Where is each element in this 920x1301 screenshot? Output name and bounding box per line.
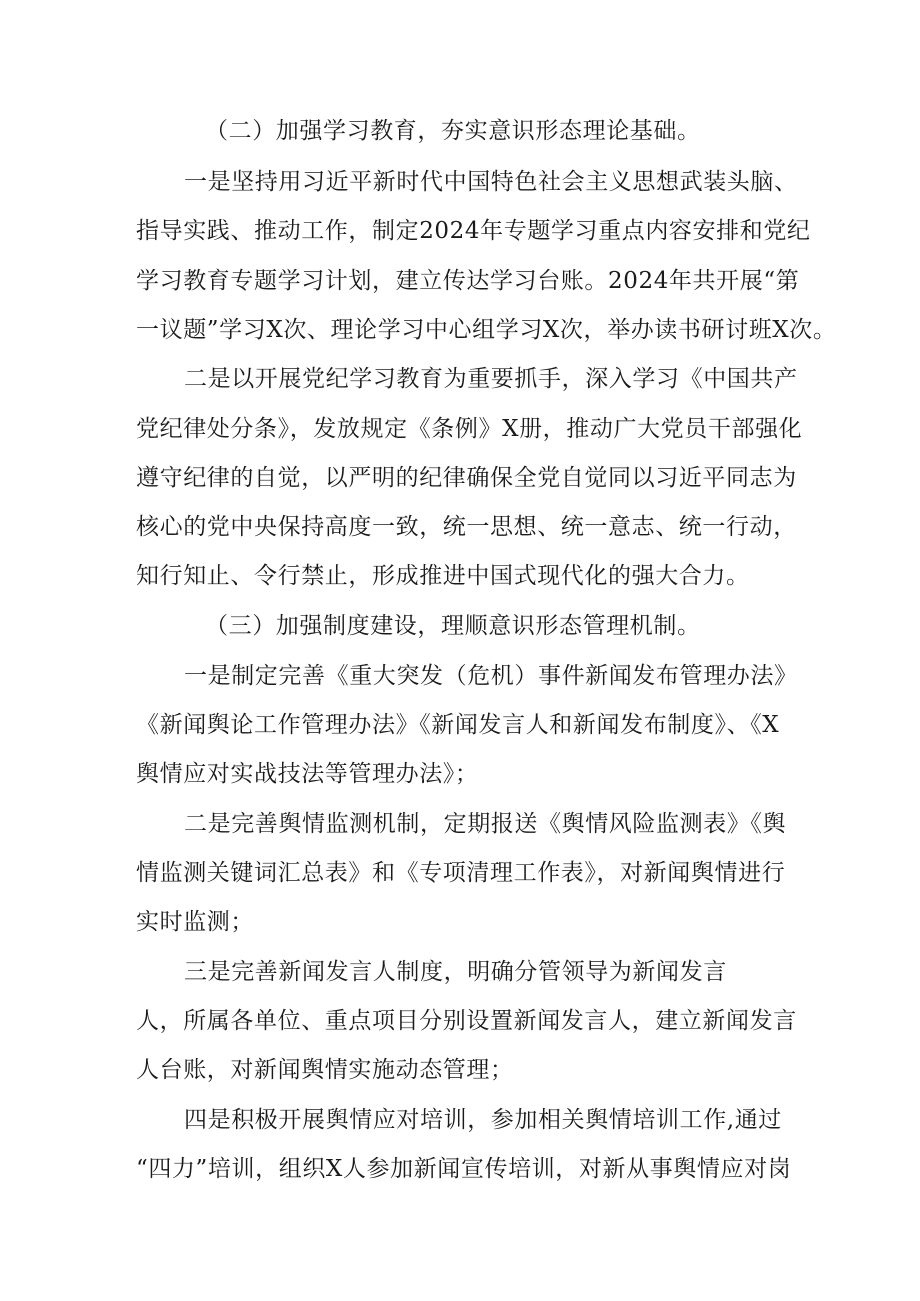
paragraph-line: “四力”培训，组织X人参加新闻宣传培训，对新从事舆情应对岗 bbox=[136, 1156, 792, 1182]
paragraph-line: 情监测关键词汇总表》和《专项清理工作表》，对新闻舆情进行 bbox=[136, 860, 786, 886]
paragraph-line: 舆情应对实战技法等管理办法》； bbox=[136, 761, 479, 787]
paragraph-line: 实时监测； bbox=[136, 909, 254, 935]
section-heading: （三）加强制度建设，理顺意识形态管理机制。 bbox=[205, 613, 701, 639]
paragraph-line: 党纪律处分条》，发放规定《条例》X册，推动广大党员干部强化 bbox=[136, 416, 803, 442]
paragraph-line: 人台账，对新闻舆情实施动态管理； bbox=[136, 1057, 514, 1083]
paragraph-line: 核心的党中央保持高度一致，统一思想、统一意志、统一行动， bbox=[136, 514, 797, 540]
paragraph-line: 人，所属各单位、重点项目分别设置新闻发言人，建立新闻发言 bbox=[136, 1008, 797, 1034]
paragraph-line: 二是以开展党纪学习教育为重要抓手，深入学习《中国共产 bbox=[184, 366, 798, 392]
paragraph-line: 指导实践、推动工作，制定2024年专题学习重点内容安排和党纪 bbox=[136, 218, 811, 244]
paragraph-line: 一是坚持用习近平新时代中国特色社会主义思想武装头脑、 bbox=[184, 169, 798, 195]
paragraph-line: 四是积极开展舆情应对培训，参加相关舆情培训工作,通过 bbox=[184, 1107, 782, 1133]
paragraph-line: 《新闻舆论工作管理办法》《新闻发言人和新闻发布制度》、《X bbox=[136, 712, 780, 738]
paragraph-line: 三是完善新闻发言人制度，明确分管领导为新闻发言 bbox=[184, 959, 727, 985]
section-heading: （二）加强学习教育，夯实意识形态理论基础。 bbox=[205, 118, 701, 144]
paragraph-line: 一是制定完善《重大突发（危机）事件新闻发布管理办法》 bbox=[184, 663, 798, 689]
paragraph-line: 遵守纪律的自觉，以严明的纪律确保全党自觉同以习近平同志为 bbox=[136, 465, 797, 491]
paragraph-line: 一议题”学习X次、理论学习中心组学习X次，举办读书研讨班X次。 bbox=[136, 317, 837, 343]
paragraph-line: 二是完善舆情监测机制，定期报送《舆情风险监测表》《舆 bbox=[184, 811, 787, 837]
paragraph-line: 知行知止、令行禁止，形成推进中国式现代化的强大合力。 bbox=[136, 563, 750, 589]
paragraph-line: 学习教育专题学习计划，建立传达学习台账。2024年共开展“第 bbox=[136, 268, 800, 294]
